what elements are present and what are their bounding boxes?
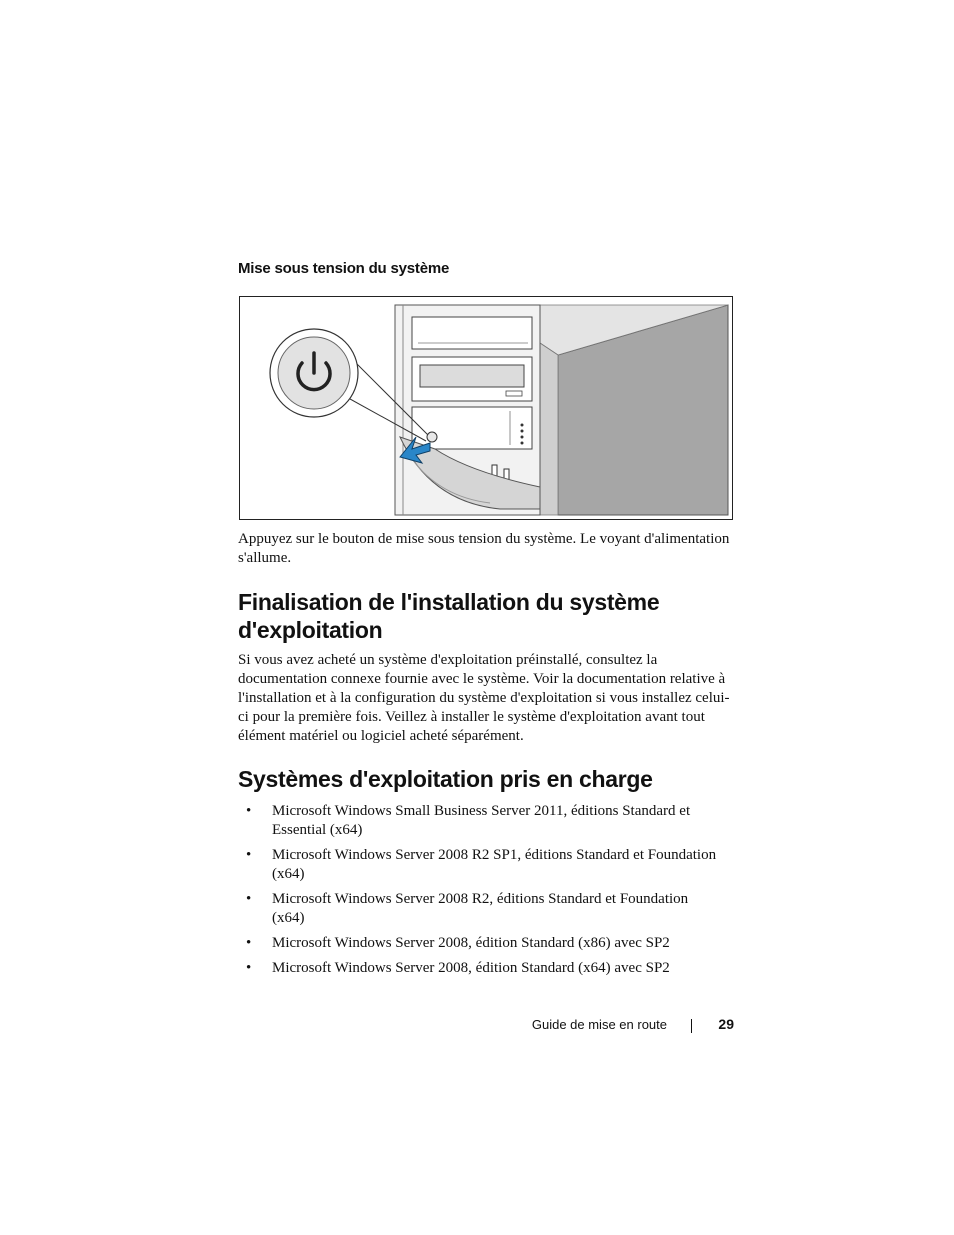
section-heading-os-install: Finalisation de l'installation du système d'exploitation xyxy=(238,589,660,643)
bullet: • xyxy=(246,891,252,907)
page-number: 29 xyxy=(718,1016,734,1032)
list-item-text: Microsoft Windows Server 2008 R2 SP1, éditions Standard et Foundation (x64) xyxy=(272,847,717,882)
list-item-text: Microsoft Windows Server 2008 R2, éditions Standard et Foundation (x64) xyxy=(272,891,689,926)
page-footer xyxy=(238,1015,734,1035)
section-body-os-install: Si vous avez acheté un système d'exploitation préinstallé, consultez la documentation connexe fournie avec le système. Voir la documentation relative à l'installation et à la configuration du système d'exploitation si vous installez celui-ci pour la première fois. Veillez à installer le système d'exploitation avant tout élément matériel ou logiciel acheté séparément. xyxy=(238,652,730,744)
list-item xyxy=(238,802,718,840)
list-item xyxy=(238,890,718,928)
list-item xyxy=(238,959,718,978)
supported-os-list xyxy=(238,802,718,984)
section-heading-supported-os: Systèmes d'exploitation pris en charge xyxy=(238,766,653,792)
server-illustration xyxy=(240,297,733,520)
power-on-figure xyxy=(239,296,733,520)
footer-guide-name: Guide de mise en route xyxy=(531,1017,667,1032)
bullet: • xyxy=(246,935,252,951)
list-item-text: Microsoft Windows Small Business Server 2011, éditions Standard et Essential (x64) xyxy=(272,803,691,838)
figure-caption: Appuyez sur le bouton de mise sous tension du système. Le voyant d'alimentation s'allume. xyxy=(238,531,730,566)
list-item-text: Microsoft Windows Server 2008, édition Standard (x86) avec SP2 xyxy=(272,935,670,951)
figure-title: Mise sous tension du système xyxy=(238,260,450,277)
server-power-button-icon xyxy=(427,432,437,442)
footer-divider xyxy=(691,1019,692,1033)
list-item-text: Microsoft Windows Server 2008, édition Standard (x64) avec SP2 xyxy=(272,960,670,976)
list-item xyxy=(238,934,718,953)
bullet: • xyxy=(246,847,252,863)
bullet: • xyxy=(246,960,252,976)
power-icon xyxy=(270,329,358,417)
list-item xyxy=(238,846,718,884)
bullet: • xyxy=(246,803,252,819)
